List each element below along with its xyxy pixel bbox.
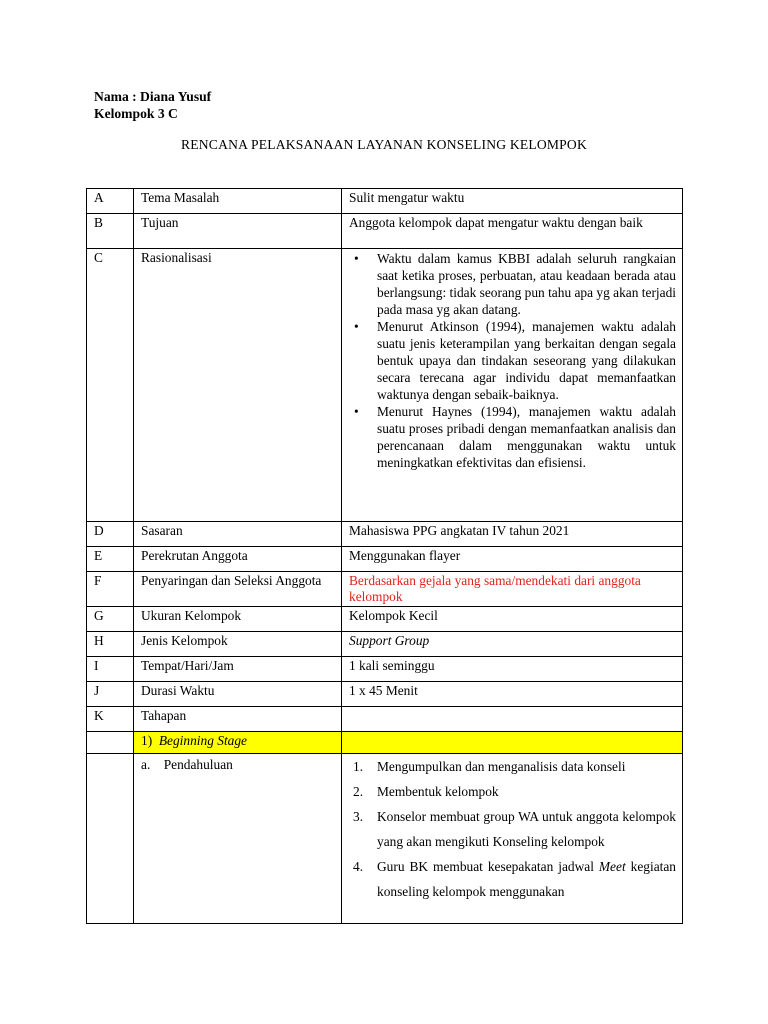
row-value [342, 707, 683, 732]
row-label: Perekrutan Anggota [134, 547, 342, 572]
steps-list [349, 754, 676, 904]
group-label: Kelompok 3 C [94, 106, 178, 121]
row-label: Tempat/Hari/Jam [134, 657, 342, 682]
bullet-icon: • [354, 319, 359, 334]
bullet-icon: • [354, 251, 359, 266]
row-label: Penyaringan dan Seleksi Anggota [134, 572, 342, 607]
stage-label: 1) Beginning Stage [134, 732, 342, 754]
row-code: B [87, 214, 134, 249]
table-row [87, 214, 683, 249]
author-block [94, 88, 211, 122]
rationale-list [349, 250, 676, 471]
row-code: A [87, 189, 134, 214]
row-code: I [87, 657, 134, 682]
table-row [87, 189, 683, 214]
list-item: 3. Konselor membuat group WA untuk anggota kelompok yang akan mengikuti Konseling kelompok [353, 809, 676, 849]
row-label: Durasi Waktu [134, 682, 342, 707]
row-value [342, 754, 683, 924]
row-code: C [87, 249, 134, 522]
row-label: Tujuan [134, 214, 342, 249]
list-item: 2. Membentuk kelompok [353, 784, 499, 799]
table-row [87, 522, 683, 547]
row-code: G [87, 607, 134, 632]
row-code: H [87, 632, 134, 657]
row-value: 1 kali seminggu [342, 657, 683, 682]
row-label: Tema Masalah [134, 189, 342, 214]
row-value: Berdasarkan gejala yang sama/mendekati dari anggota kelompok [342, 572, 683, 607]
list-item: • Menurut Haynes (1994), manajemen waktu adalah suatu proses pribadi dengan memanfaatkan analisis dan perencanaan dalam menggunakan waktu untuk meningkatkan efektivitas dan efisiensi. [354, 404, 676, 470]
row-code: K [87, 707, 134, 732]
row-value: Sulit mengatur waktu [342, 189, 683, 214]
table-row [87, 754, 683, 924]
author-name: Nama : Diana Yusuf [94, 89, 212, 104]
list-item: 4. Guru BK membuat kesepakatan jadwal Meet kegiatan konseling kelompok menggunakan [353, 859, 676, 899]
row-label: Rasionalisasi [134, 249, 342, 522]
row-code: E [87, 547, 134, 572]
table-row [87, 632, 683, 657]
row-label: Tahapan [134, 707, 342, 732]
table-row [87, 607, 683, 632]
row-code [87, 732, 134, 754]
row-value: Kelompok Kecil [342, 607, 683, 632]
row-value: 1 x 45 Menit [342, 682, 683, 707]
row-label: Ukuran Kelompok [134, 607, 342, 632]
table-row [87, 707, 683, 732]
table-row [87, 682, 683, 707]
row-code: D [87, 522, 134, 547]
row-code: F [87, 572, 134, 607]
page-title: RENCANA PELAKSANAAN LAYANAN KONSELING KELOMPOK [181, 137, 587, 152]
row-value: Menggunakan flayer [342, 547, 683, 572]
row-code [87, 754, 134, 924]
row-value: Anggota kelompok dapat mengatur waktu dengan baik [342, 214, 683, 249]
row-code: J [87, 682, 134, 707]
substage-label: a. Pendahuluan [134, 754, 342, 924]
bullet-icon: • [354, 404, 359, 419]
row-value [342, 249, 683, 522]
table-row [87, 572, 683, 607]
row-label: Sasaran [134, 522, 342, 547]
plan-table [86, 188, 683, 924]
list-item: • Waktu dalam kamus KBBI adalah seluruh rangkaian saat ketika proses, perbuatan, atau keadaan berada atau berlangsung: tidak seorang pun tahu apa yg akan terjadi pada masa yg akan datang. [354, 251, 676, 317]
row-value: Support Group [342, 632, 683, 657]
table-row [87, 657, 683, 682]
table-row [87, 249, 683, 522]
table-row [87, 732, 683, 754]
list-item: 1. Mengumpulkan dan menganalisis data konseli [353, 759, 626, 774]
row-value: Mahasiswa PPG angkatan IV tahun 2021 [342, 522, 683, 547]
table-row [87, 547, 683, 572]
row-value [342, 732, 683, 754]
row-label: Jenis Kelompok [134, 632, 342, 657]
list-item: • Menurut Atkinson (1994), manajemen waktu adalah suatu jenis keterampilan yang berkaitan dengan segala bentuk upaya dan tindakan seseorang yang dilakukan secara terecana agar individu dapat memanfaatkan waktunya dengan sebaik-baiknya. [354, 319, 676, 402]
